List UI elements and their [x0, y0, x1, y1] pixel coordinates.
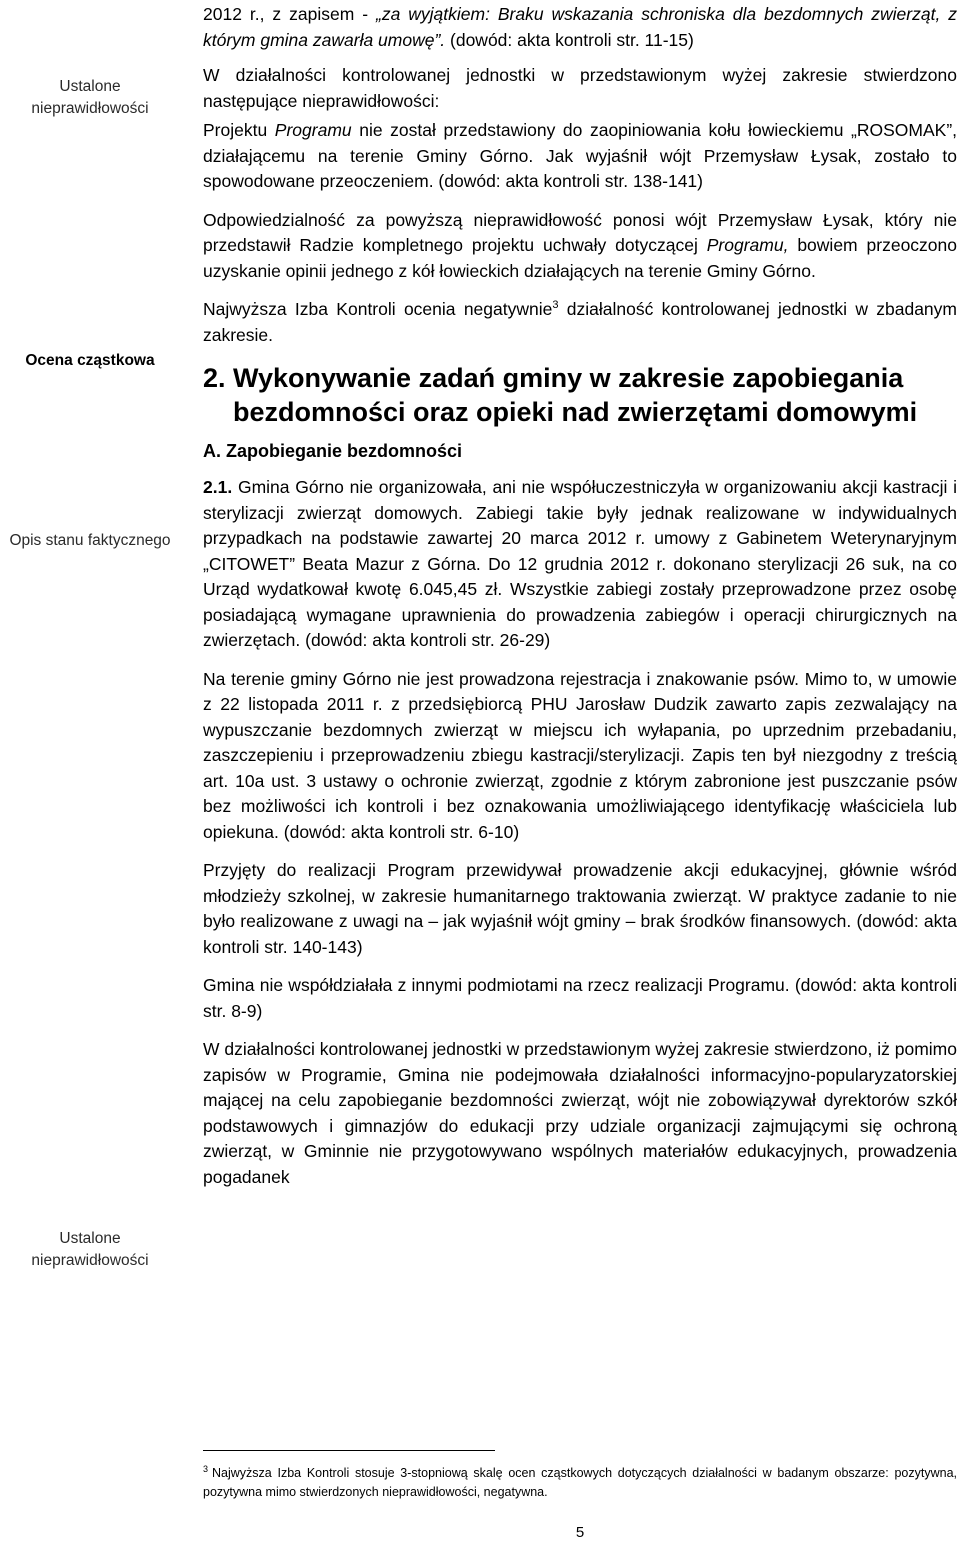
paragraph-intro-start: 2012 r., z zapisem - — [203, 4, 376, 24]
footnote-number: 3 — [203, 1463, 209, 1474]
paragraph-sterilization — [203, 475, 957, 654]
paragraph-intro-evidence: (dowód: akta kontroli str. 11-15) — [445, 29, 694, 50]
paragraph-number: 2.1. — [203, 477, 233, 497]
paragraph-program-draft-c: nie został przedstawiony do zaopiniowania kołu łowieckiemu „ROSOMAK”, działającemu na terenie Gminy Górno. Jak wyjaśnił wójt Przemysław Łysak, zostało to spowodowane przeoczeniem. (dowód: akta kontroli str. 138-141) — [203, 120, 958, 191]
paragraph-sterilization-text: Gmina Górno nie organizowała, ani nie współuczestniczyła w organizowaniu akcji kastracji i sterylizacji zwierząt domowych. Zabiegi takie były jednak realizowane w indywidualnych przypadkach na podstawie zawartej 20 marca 2012 r. umowy z Gabinetem Weterynaryjnym „CITOWET” Beata Mazur z Górna. Do 12 grudnia 2012 r. dokonano sterylizacji 26 suk, na co Urząd wydatkował kwotę 6.045,45 zł. Wszystkie zabiegi zostały przeprowadzone przez osobę posiadającą wymagane uprawnienia do prowadzenia zabiegów i operacji chirurgicznych na zwierzętach. (dowód: akta kontroli str. 26-29) — [203, 477, 957, 650]
paragraph-intro — [203, 2, 957, 53]
footnote-text: Najwyższa Izba Kontroli stosuje 3-stopniową skalę ocen cząstkowych dotyczących działalności w badanym obszarze: pozytywna, pozytywna mimo stwierdzonych nieprawidłowości, negatywna. — [203, 1466, 957, 1499]
paragraph-responsibility — [203, 208, 957, 285]
sidebar-label-facts-description: Opis stanu faktycznego — [9, 532, 171, 549]
footnote-separator — [203, 1450, 495, 1451]
paragraph-irregularities-intro: W działalności kontrolowanej jednostki w przedstawionym wyżej zakresie stwierdzono następujące nieprawidłowości: — [203, 65, 957, 111]
section-heading: 2. Wykonywanie zadań gminy w zakresie zapobiegania bezdomności oraz opieki nad zwierzętami domowymi — [203, 363, 918, 427]
paragraph-program-draft — [203, 118, 957, 195]
paragraph-education: Przyjęty do realizacji Program przewidywał prowadzenie akcji edukacyjnej, głównie wśród młodzieży szkolnej, w zakresie humanitarnego traktowania zwierząt. W praktyce zadanie to nie było realizowane z uwagi na – jak wyjaśnił wójt gminy – brak środków finansowych. (dowód: akta kontroli str. 140-143) — [203, 860, 957, 957]
paragraph-program-draft-a: Projektu — [203, 120, 275, 140]
paragraph-assessment — [203, 297, 957, 348]
paragraph-program-draft-program: Programu — [274, 120, 352, 140]
paragraph-responsibility-program: Programu, — [706, 235, 789, 255]
sidebar-label-irregularities: Ustalone nieprawidłowości — [31, 78, 149, 117]
sidebar-label-irregularities-2: Ustalone nieprawidłowości — [31, 1230, 149, 1269]
sidebar-label-partial-assessment: Ocena cząstkowa — [25, 352, 155, 369]
paragraph-responsibility-c: bowiem przeoczono uzyskanie opinii jednego z kół łowieckich działających na terenie Gminy Górno. — [203, 235, 957, 281]
footnote-ref: 3 — [552, 299, 559, 312]
paragraph-responsibility-a: Odpowiedzialność za powyższą nieprawidłowość ponosi wójt Przemysław Łysak, który nie przedstawił Radzie kompletnego projektu uchwały dotyczącej — [203, 209, 957, 255]
paragraph-findings: W działalności kontrolowanej jednostki w przedstawionym wyżej zakresie stwierdzono, iż pomimo zapisów w Programie, Gmina nie podejmowała działalności informacyjno-popularyzatorskiej mającej na celu zapobieganie bezdomności zwierząt, wójt nie zobowiązywał dyrektorów szkół podstawowych i gimnazjów do edukacji przy udziale organizacji zajmującymi się ochroną zwierząt, w Gminnie nie przygotowywano wspólnych materiałów edukacyjnych, prowadzenia pogadanek — [203, 1039, 957, 1187]
footnote — [203, 1464, 957, 1502]
paragraph-cooperation: Gmina nie współdziałała z innymi podmiotami na rzecz realizacji Programu. (dowód: akta kontroli str. 8-9) — [203, 975, 957, 1021]
paragraph-dog-registration: Na terenie gminy Górno nie jest prowadzona rejestracja i znakowanie psów. Mimo to, w umowie z 22 listopada 2011 r. z przedsiębiorcą PHU Jarosław Dudzik zawarto zapis zezwalający na wypuszczanie bezdomnych zwierząt w miejscu ich wyłapania, po uprzednim przebadaniu, zaszczepieniu i przeprowadzeniu zbiegu kastracji/sterylizacji. Zapis ten był niezgodny z treścią art. 10a ust. 3 ustawy o ochronie zwierząt, zgodnie z którym zabronione jest puszczanie psów bez możliwości ich kontroli i bez oznakowania umożliwiającego identyfikację właściciela lub opiekuna. (dowód: akta kontroli str. 6-10) — [203, 668, 957, 842]
paragraph-assessment-b: działalność kontrolowanej jednostki w zbadanym zakresie. — [203, 299, 957, 345]
paragraph-intro-quote: „za wyjątkiem: Braku wskazania schroniska dla bezdomnych zwierząt, z którym gmina zawarła umowę”. — [203, 4, 957, 50]
page-number: 5 — [575, 1524, 585, 1541]
paragraph-assessment-a: Najwyższa Izba Kontroli ocenia negatywnie — [203, 299, 553, 319]
subsection-heading: A. Zapobieganie bezdomności — [203, 441, 463, 461]
document-body — [203, 0, 957, 1203]
